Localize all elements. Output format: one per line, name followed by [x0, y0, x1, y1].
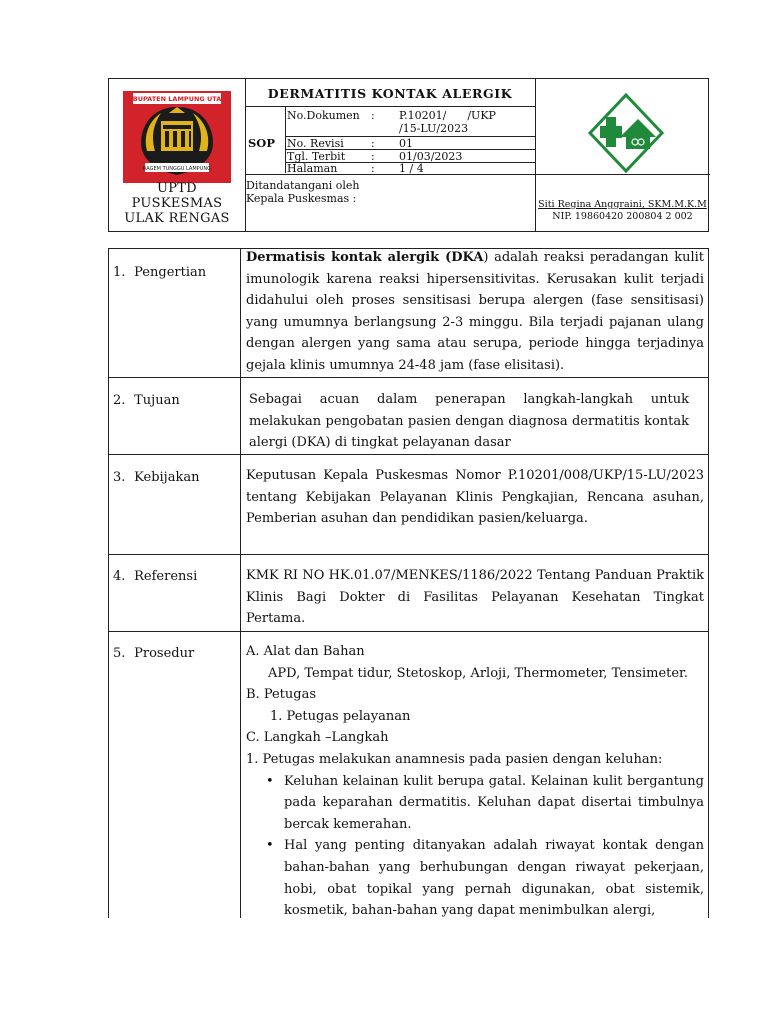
organization-name [109, 181, 245, 226]
document-title: DERMATITIS KONTAK ALERGIK [267, 86, 513, 101]
logo-region-text: KABUPATEN LAMPUNG UTARA [123, 95, 231, 103]
signature-label [246, 179, 360, 205]
meta-separator: : [371, 109, 375, 122]
bullet-item [246, 835, 704, 921]
bullet-text: Hal yang penting ditanyakan adalah riwayat kontak dengan bahan-bahan yang berhubungan dengan riwayat pekerjaan, hobi, obat topikal yang pernah digunakan, obat sistemik, kosmetik, bahan-bahan yang dapat menimbulkan alergi, [284, 838, 704, 919]
definition-term: Dermatisis kontak alergik (DKA [246, 250, 484, 265]
org-line: UPTD [157, 181, 197, 196]
page-label: Halaman [287, 162, 338, 175]
signatory [535, 199, 710, 223]
procedure-table [108, 248, 709, 918]
section-number: 1. [113, 265, 126, 280]
revision-value: 01 [399, 137, 413, 150]
org-line: ULAK RENGAS [124, 211, 230, 226]
section-label-prosedur [113, 646, 194, 661]
procedure-content [246, 641, 704, 922]
section-text-referensi: KMK RI NO HK.01.07/MENKES/1186/2022 Tentang Panduan Praktik Klinis Bagi Dokter di Fasilitas Pelayanan Kesehatan Tingkat Pertama. [246, 568, 704, 627]
section-label-pengertian [113, 265, 206, 280]
bullet-text: Keluhan kelainan kulit berupa gatal. Kelainan kulit bergantung pada keparahan dermatitis. Keluhan dapat disertai timbulnya bercak kemerahan. [284, 773, 704, 832]
row-divider [109, 454, 708, 455]
step-item: 1. Petugas melakukan anamnesis pada pasien dengan keluhan: [246, 751, 663, 767]
section-label-tujuan [113, 393, 180, 408]
regency-emblem-logo [123, 91, 231, 183]
issue-date-label: Tgl. Terbit [287, 150, 346, 163]
page-value: 1 / 4 [399, 162, 424, 175]
bullet-dot: • [266, 773, 274, 789]
doc-number-value-cont: /15-LU/2023 [399, 122, 469, 135]
signature-label-line: Ditandatangani oleh [246, 179, 360, 192]
bullet-item [246, 771, 704, 836]
section-number: 2. [113, 393, 126, 408]
section-text-tujuan: Sebagai acuan dalam penerapan langkah-langkah untuk melakukan pengobatan pasien dengan diagnosa dermatitis kontak alergi (DKA) di tingkat pelayanan dasar [249, 392, 689, 451]
subsection-title: A. Alat dan Bahan [246, 644, 365, 659]
section-number: 5. [113, 646, 126, 661]
subsection-title: B. Petugas [246, 687, 317, 703]
section-number: 4. [113, 569, 126, 584]
subsection-title: C. Langkah –Langkah [246, 730, 389, 746]
row-divider [109, 377, 708, 378]
definition-text: ) adalah reaksi peradangan kulit imunologik karena reaksi hipersensitivitas. Kerusakan kulit terjadi didahului oleh proses sensitisasi berupa alergen (fase sensitisasi) yang umumnya berlangsung 2-3 minggu. Bila terjadi pajanan ulang dengan alergen yang sama atau serupa, periode hingga terjadinya gejala klinis umumnya 24-48 jam (fase elisitasi). [246, 250, 704, 373]
org-line: PUSKESMAS [131, 196, 223, 211]
section-title: Kebijakan [134, 470, 200, 485]
signatory-name: Siti Regina Anggraini, SKM.M.K.M [538, 199, 707, 210]
section-label-referensi [113, 569, 197, 584]
divider [245, 106, 535, 107]
puskesmas-logo [586, 93, 666, 173]
doc-number-label: No.Dokumen [287, 109, 360, 122]
meta-separator: : [371, 137, 375, 150]
meta-separator: : [371, 162, 375, 175]
section-title: Prosedur [134, 646, 195, 661]
sop-label: SOP [248, 136, 275, 150]
revision-label: No. Revisi [287, 137, 344, 150]
doc-number-value: P.10201/ /UKP [399, 109, 496, 122]
section-text-kebijakan: Keputusan Kepala Puskesmas Nomor P.10201/008/UKP/15-LU/2023 tentang Kebijakan Pelayanan Klinis Pengkajian, Rencana asuhan, Pemberian asuhan dan pendidikan pasien/keluarga. [246, 468, 704, 527]
document-header [108, 78, 709, 232]
signature-label-line: Kepala Puskesmas : [246, 192, 357, 205]
staff-item: 1. Petugas pelayanan [270, 708, 411, 724]
section-title: Tujuan [134, 393, 180, 408]
signatory-nip: NIP. 19860420 200804 2 002 [552, 211, 693, 222]
section-title: Referensi [134, 569, 198, 584]
bullet-dot: • [266, 838, 274, 854]
row-divider [109, 554, 708, 555]
issue-date-value: 01/03/2023 [399, 150, 463, 163]
section-number: 3. [113, 470, 126, 485]
logo-motto-text: RAGEM TUNGGU LAMPUNG [143, 166, 211, 172]
meta-separator: : [371, 150, 375, 163]
section-text-pengertian [246, 247, 704, 377]
divider [245, 79, 246, 231]
row-divider [109, 631, 708, 632]
column-divider [240, 249, 241, 918]
section-title: Pengertian [134, 265, 207, 280]
equipment-list: APD, Tempat tidur, Stetoskop, Arloji, Thermometer, Tensimeter. [268, 665, 688, 681]
section-label-kebijakan [113, 470, 199, 485]
